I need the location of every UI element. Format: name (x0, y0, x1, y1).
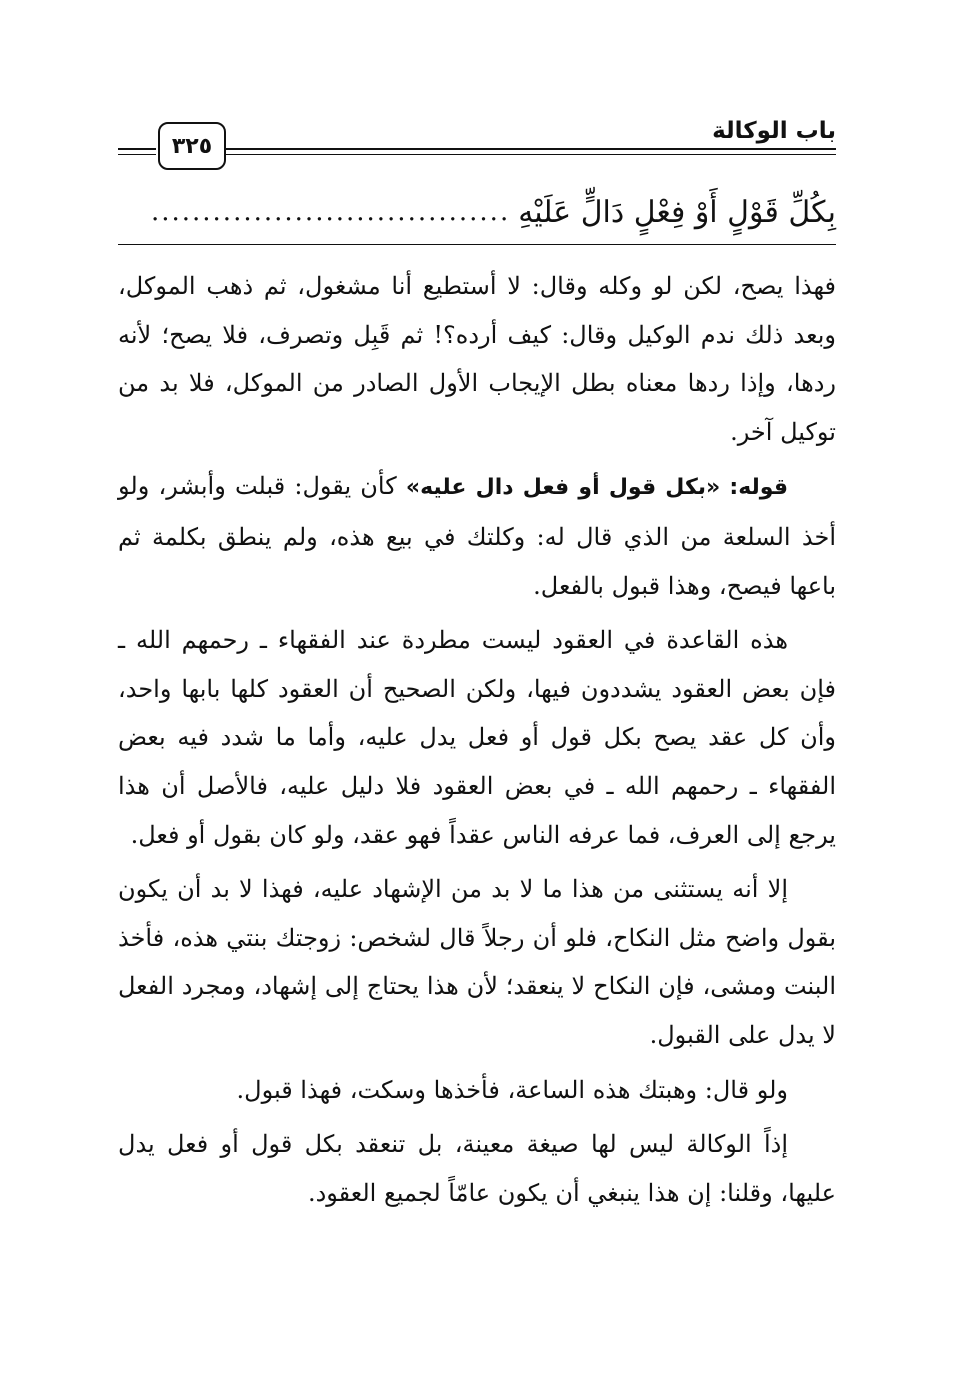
paragraph-label: قوله: (729, 475, 789, 501)
paragraph-4: إلا أنه يستثنى من هذا ما لا بد من الإشهاد عليه، فهذا لا بد أن يكون بقول واضح مثل النكاح، فلو أن رجلاً قال لشخص: زوجتك بنتي هذه، فأخذ البنت ومشى، فإن النكاح لا ينعقد؛ لأن هذا يحتاج إلى إشهاد، ومجرد الفعل لا يدل على القبول. (118, 875, 836, 1049)
matn-line (118, 182, 836, 242)
matn-text: بِكُلِّ قَوْلٍ أَوْ فِعْلٍ دَالٍّ عَلَيْهِ (518, 194, 836, 230)
paragraph-2-text: كأن يقول: قبلت وأبشر، ولو أخذ السلعة من الذي قال له: وكلتك في بيع هذه، ولم ينطق بكلمة ثم باعها فيصح، وهذا قبول بالفعل. (118, 472, 836, 600)
running-header (118, 108, 836, 168)
paragraph-6: إذاً الوكالة ليس لها صيغة معينة، بل تنعقد بكل قول أو فعل يدل عليها، وقلنا: إن هذا ينبغي أن يكون عامّاً لجميع العقود. (118, 1130, 836, 1207)
chapter-title: باب الوكالة (712, 118, 836, 144)
header-rule-thin (224, 154, 836, 155)
header-rule-left (118, 148, 156, 150)
matn-quote: «بكل قول أو فعل دال عليه» (405, 475, 721, 501)
paragraph-3: هذه القاعدة في العقود ليست مطردة عند الفقهاء ـ رحمهم الله ـ فإن بعض العقود يشددون فيها، ولكن الصحيح أن العقود كلها بابها واحد، وأن كل عقد يصح بكل قول أو فعل يدل عليه، وأما ما شدد فيه بعض الفقهاء ـ رحمهم الله ـ في بعض العقود فلا دليل عليه، فالأصل أن هذا يرجع إلى العرف، فما عرفه الناس عقداً فهو عقد، ولو كان بقول أو فعل. (118, 626, 836, 849)
paragraph-2 (118, 462, 836, 610)
paragraph-5: ولو قال: وهبتك هذه الساعة، فأخذها وسكت، فهذا قبول. (236, 1075, 788, 1104)
page-number: ٣٢٥ (158, 122, 226, 170)
matn-separator (118, 244, 836, 245)
header-rule-left-thin (118, 154, 156, 155)
commentary-body (118, 262, 836, 1223)
matn-dots: ................................... (150, 197, 511, 227)
header-rule (224, 148, 836, 150)
paragraph-1: فهذا يصح، لكن لو وكله وقال: لا أستطيع أنا مشغول، ثم ذهب الموكل، وبعد ذلك ندم الوكيل وقال: كيف أرده؟! ثم قَبِل وتصرف، فلا يصح؛ لأنه ردها، وإذا ردها معناه بطل الإيجاب الأول الصادر من الموكل، فلا بد من توكيل آخر. (118, 272, 836, 446)
